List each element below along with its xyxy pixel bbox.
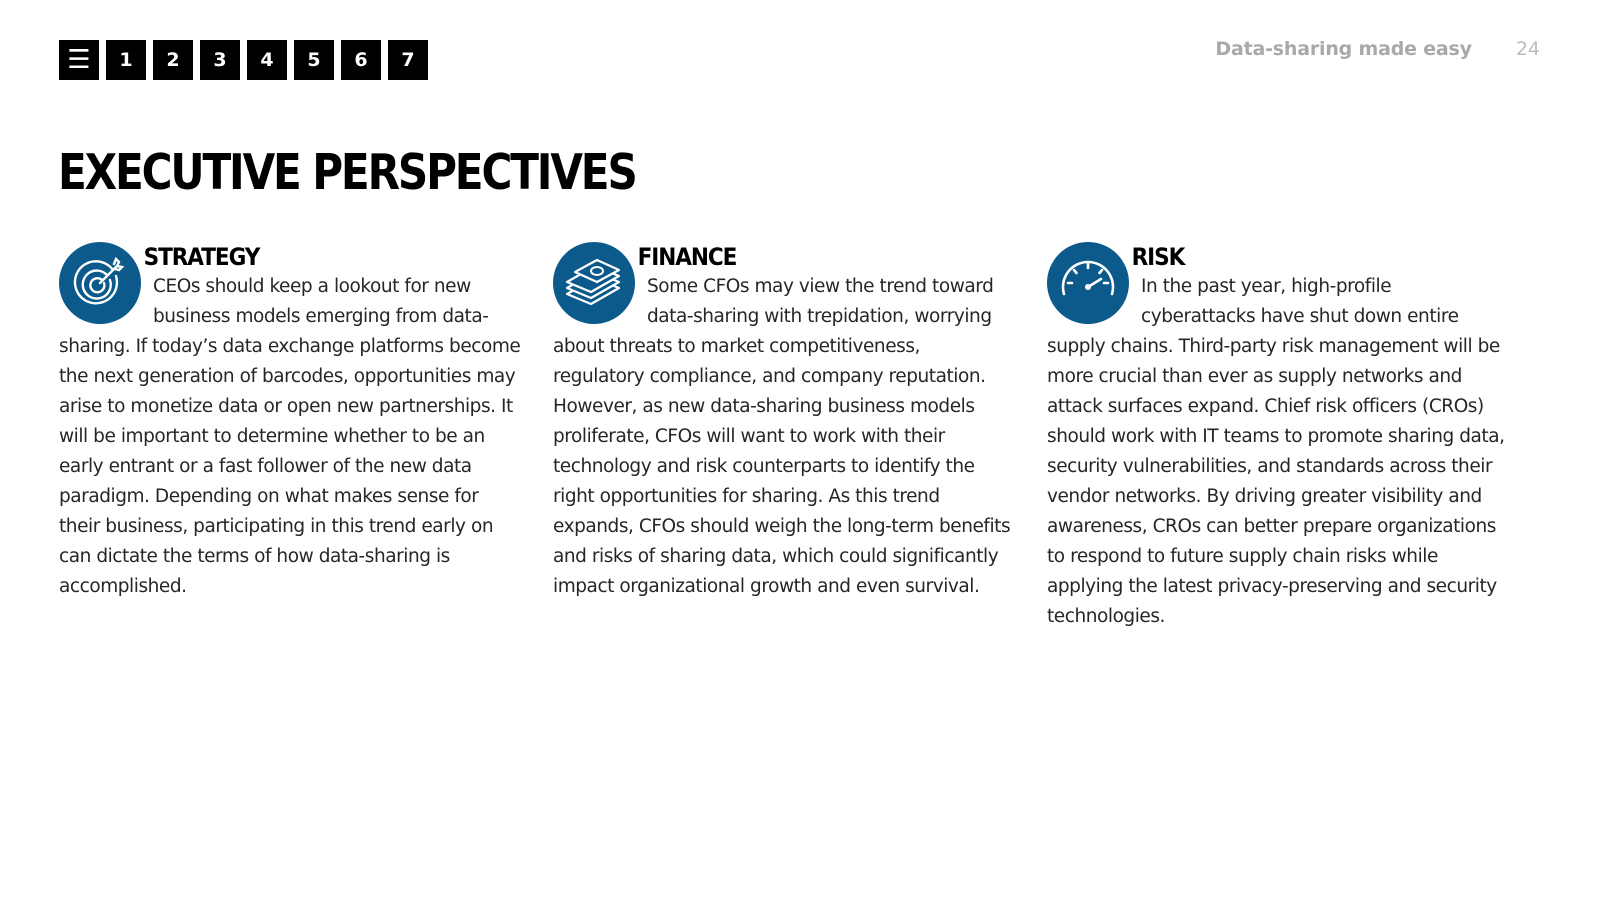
page-button-1[interactable]: 1 xyxy=(106,40,146,80)
page-navigation xyxy=(59,40,428,80)
section-body: In the past year, high-profile cyberattacks have shut down entire supply chains. Third-party risk management will be more crucial than ever as supply networks and attack surfaces expand. Chief risk officers (CROs) should work with IT teams to promote sharing data, security vulnerabilities, and standards across their vendor networks. By driving greater visibility and awareness, CROs can better prepare organizations to respond to future supply chain risks while applying the latest privacy-preserving and security technologies. xyxy=(1047,276,1505,627)
page-button-7[interactable]: 7 xyxy=(388,40,428,80)
finance-section xyxy=(553,242,1015,602)
section-heading: RISK xyxy=(1131,243,1185,271)
menu-button[interactable] xyxy=(59,40,99,80)
strategy-section xyxy=(59,242,521,602)
document-title: Data-sharing made easy xyxy=(1215,38,1472,60)
page-button-2[interactable]: 2 xyxy=(153,40,193,80)
risk-section xyxy=(1047,242,1509,632)
page-button-6[interactable]: 6 xyxy=(341,40,381,80)
section-body: Some CFOs may view the trend toward data-sharing with trepidation, worrying about threats to market competitiveness, regulatory compliance, and company reputation. However, as new data-sharing business models proliferate, CFOs will want to work with their technology and risk counterparts to identify the right opportunities for sharing. As this trend expands, CFOs should weigh the long-term benefits and risks of sharing data, which could significantly impact organizational growth and even survival. xyxy=(553,276,1011,597)
page-number: 24 xyxy=(1515,38,1540,60)
page-title: EXECUTIVE PERSPECTIVES xyxy=(58,144,636,201)
section-heading: STRATEGY xyxy=(143,243,260,271)
document-header xyxy=(1215,38,1540,60)
section-body: CEOs should keep a lookout for new business models emerging from data-sharing. If today’s data exchange platforms become the next generation of barcodes, opportunities may arise to monetize data or open new partnerships. It will be important to determine whether to be an early entrant or a fast follower of the new data paradigm. Depending on what makes sense for their business, participating in this trend early on can dictate the terms of how data-sharing is accomplished. xyxy=(59,276,521,597)
page-button-3[interactable]: 3 xyxy=(200,40,240,80)
section-heading: FINANCE xyxy=(637,243,737,271)
page-button-4[interactable]: 4 xyxy=(247,40,287,80)
page-button-5[interactable]: 5 xyxy=(294,40,334,80)
hamburger-icon: ☰ xyxy=(67,45,91,75)
